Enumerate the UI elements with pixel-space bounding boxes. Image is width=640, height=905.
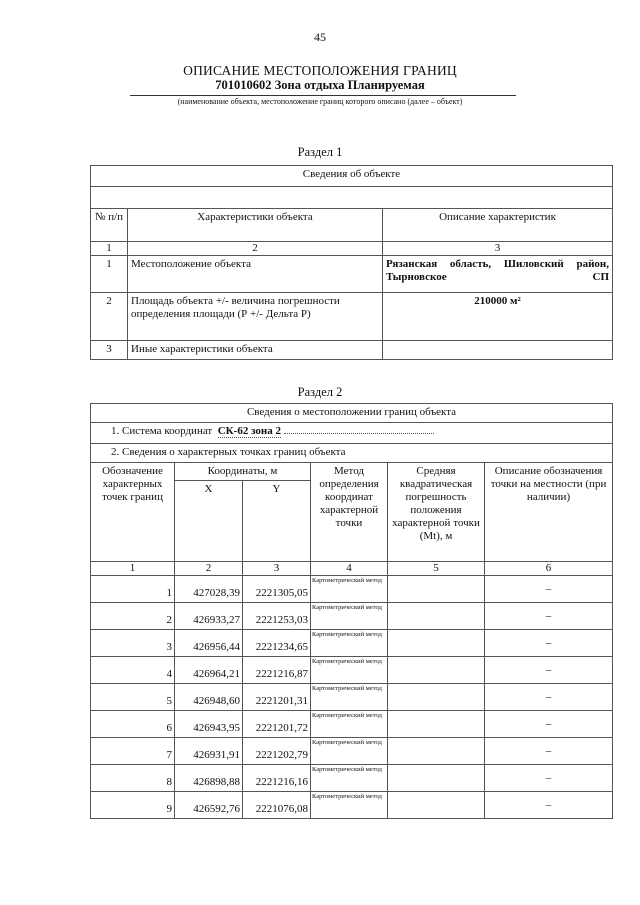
header-row — [91, 209, 613, 242]
col-desc-header: Описание характеристик — [383, 209, 613, 242]
table-row — [91, 603, 613, 630]
point-error — [388, 792, 485, 819]
table-row — [91, 711, 613, 738]
y-header: Y — [243, 481, 311, 562]
point-number: 6 — [91, 711, 175, 738]
table-row — [91, 576, 613, 603]
points-label: 2. Сведения о характерных точках границ объекта — [91, 444, 613, 463]
point-number: 4 — [91, 657, 175, 684]
point-number: 5 — [91, 684, 175, 711]
point-description: – — [485, 711, 613, 738]
points-body — [91, 576, 613, 819]
point-number: 2 — [91, 603, 175, 630]
point-y: 2221076,08 — [243, 792, 311, 819]
point-x: 427028,39 — [175, 576, 243, 603]
document-subtitle: 701010602 Зона отдыха Планируемая — [215, 78, 425, 92]
point-x: 426898,88 — [175, 765, 243, 792]
table-row — [91, 657, 613, 684]
x-header: X — [175, 481, 243, 562]
boundary-points-table — [90, 403, 613, 819]
col-num-header: № п/п — [91, 209, 128, 242]
point-description: – — [485, 792, 613, 819]
point-method: Картометрический метод — [311, 711, 388, 738]
coord-system-row — [91, 423, 613, 444]
point-x: 426933,27 — [175, 603, 243, 630]
coord-system-value: СК-62 зона 2 — [217, 425, 282, 437]
point-number: 8 — [91, 765, 175, 792]
page-number: 45 — [314, 30, 326, 44]
point-description: – — [485, 738, 613, 765]
table-row — [91, 738, 613, 765]
designation-header: Обозначение характерных точек границ — [91, 463, 175, 562]
coords-header: Координаты, м — [175, 463, 311, 481]
index-row: 1 2 3 — [91, 242, 613, 256]
point-error — [388, 657, 485, 684]
coord-system-label: 1. Система координат — [111, 425, 213, 437]
method-header: Метод определения координат характерной точки — [311, 463, 388, 562]
point-description: – — [485, 630, 613, 657]
point-method: Картометрический метод — [311, 603, 388, 630]
document-note: (наименование объекта, местоположение границ которого описано (далее – объект) — [177, 97, 463, 106]
section1-table-title: Сведения об объекте — [91, 166, 613, 187]
point-description: – — [485, 576, 613, 603]
point-method: Картометрический метод — [311, 792, 388, 819]
point-method: Картометрический метод — [311, 657, 388, 684]
col-char-header: Характеристики объекта — [128, 209, 383, 242]
table-row — [91, 792, 613, 819]
error-header: Средняя квадратическая погрешность положения характерной точки (Мt), м — [388, 463, 485, 562]
section1-heading: Раздел 1 — [297, 145, 343, 159]
section2-heading: Раздел 2 — [297, 385, 343, 399]
point-y: 2221201,72 — [243, 711, 311, 738]
point-description: – — [485, 657, 613, 684]
point-description: – — [485, 684, 613, 711]
table-row: 1 Местоположение объекта Рязанская область, Шиловский район, Тырновское СП — [91, 256, 613, 293]
table-row — [91, 630, 613, 657]
point-y: 2221216,87 — [243, 657, 311, 684]
point-x: 426931,91 — [175, 738, 243, 765]
point-error — [388, 603, 485, 630]
point-error — [388, 738, 485, 765]
point-x: 426592,76 — [175, 792, 243, 819]
point-method: Картометрический метод — [311, 765, 388, 792]
point-y: 2221253,03 — [243, 603, 311, 630]
table-row — [91, 684, 613, 711]
point-x: 426956,44 — [175, 630, 243, 657]
point-y: 2221216,16 — [243, 765, 311, 792]
point-error — [388, 711, 485, 738]
table-title-row — [91, 166, 613, 187]
point-method: Картометрический метод — [311, 738, 388, 765]
point-method: Картометрический метод — [311, 576, 388, 603]
point-x: 426948,60 — [175, 684, 243, 711]
point-error — [388, 576, 485, 603]
point-error — [388, 630, 485, 657]
point-description: – — [485, 765, 613, 792]
object-info-table — [90, 165, 613, 360]
table-row: 3 Иные характеристики объекта — [91, 341, 613, 360]
point-error — [388, 684, 485, 711]
point-x: 426964,21 — [175, 657, 243, 684]
index-row: 1 2 3 4 5 6 — [91, 562, 613, 576]
point-y: 2221305,05 — [243, 576, 311, 603]
point-number: 3 — [91, 630, 175, 657]
point-number: 9 — [91, 792, 175, 819]
document-title: ОПИСАНИЕ МЕСТОПОЛОЖЕНИЯ ГРАНИЦ — [183, 63, 457, 78]
section2-table-title: Сведения о местоположении границ объекта — [91, 404, 613, 423]
point-method: Картометрический метод — [311, 630, 388, 657]
point-description: – — [485, 603, 613, 630]
title-rule — [130, 95, 516, 96]
table-row: 2 Площадь объекта +/- величина погрешности определения площади (Р +/- Дельта Р) 210000 м² — [91, 293, 613, 341]
point-y: 2221202,79 — [243, 738, 311, 765]
point-error — [388, 765, 485, 792]
point-number: 1 — [91, 576, 175, 603]
description-header: Описание обозначения точки на местности (при наличии) — [485, 463, 613, 562]
point-x: 426943,95 — [175, 711, 243, 738]
point-number: 7 — [91, 738, 175, 765]
point-method: Картометрический метод — [311, 684, 388, 711]
point-y: 2221234,65 — [243, 630, 311, 657]
point-y: 2221201,31 — [243, 684, 311, 711]
spacer-row — [91, 187, 613, 209]
table-row — [91, 765, 613, 792]
